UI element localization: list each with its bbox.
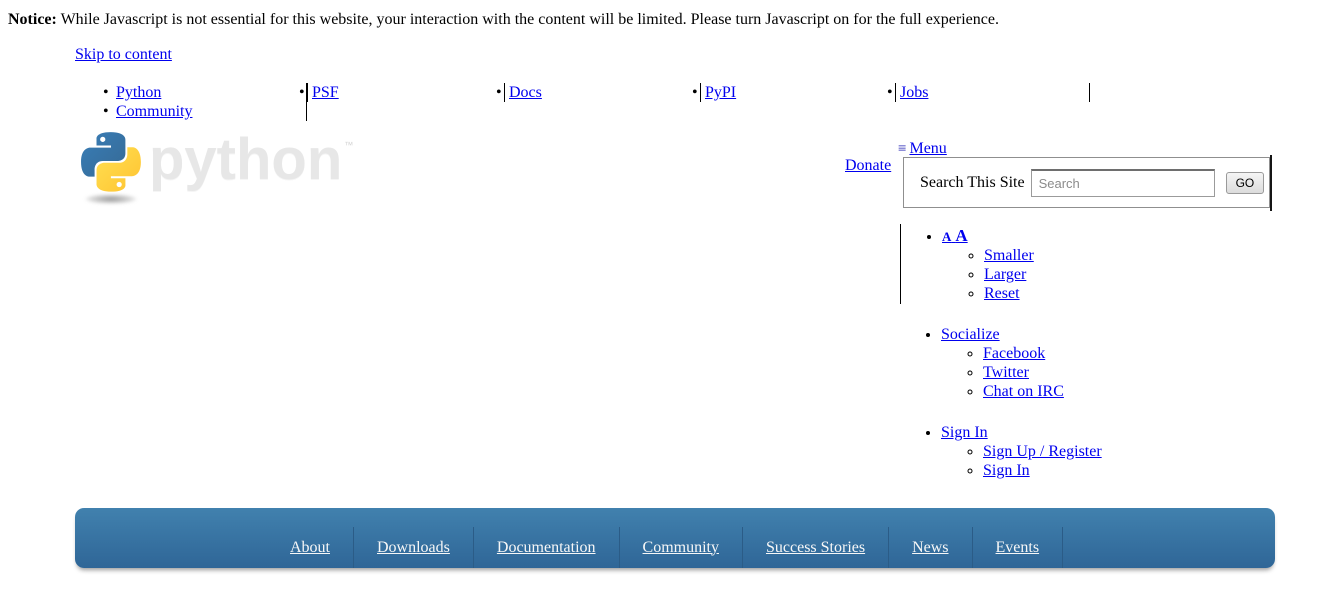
success-stories-link[interactable]: Success Stories bbox=[765, 538, 866, 556]
font-reset-link[interactable]: Reset bbox=[984, 285, 1020, 302]
top-nav-item bbox=[509, 83, 700, 102]
sign-in-link[interactable]: Sign In bbox=[941, 424, 988, 441]
python-wordmark: python bbox=[149, 127, 343, 192]
python-link[interactable]: Python bbox=[116, 84, 162, 101]
nav-item-news bbox=[889, 527, 972, 568]
about-link[interactable]: About bbox=[290, 538, 330, 556]
nav-item-about bbox=[267, 527, 354, 568]
search-box bbox=[903, 157, 1270, 208]
jobs-link[interactable]: Jobs bbox=[900, 84, 929, 101]
font-size-adjust-link[interactable] bbox=[942, 228, 968, 245]
psf-link[interactable]: PSF bbox=[312, 84, 339, 101]
font-size-sublist bbox=[942, 246, 1275, 303]
list-item bbox=[983, 344, 1275, 363]
community-link[interactable]: Community bbox=[116, 103, 193, 120]
nav-item-documentation bbox=[474, 527, 620, 568]
nav-item-downloads bbox=[354, 527, 474, 568]
socialize-link[interactable]: Socialize bbox=[941, 326, 1000, 343]
utility-nav bbox=[900, 224, 1275, 500]
downloads-link[interactable]: Downloads bbox=[377, 538, 450, 556]
font-size-small-letter: A bbox=[942, 229, 952, 244]
trademark-symbol: ™ bbox=[344, 140, 354, 150]
top-nav-column-jobs bbox=[895, 83, 1090, 102]
search-area bbox=[903, 155, 1272, 211]
top-nav-item bbox=[312, 83, 504, 102]
list-item bbox=[983, 363, 1275, 382]
top-nav-item bbox=[116, 83, 306, 102]
python-two-snakes-icon bbox=[81, 131, 141, 193]
font-size-large-letter: A bbox=[955, 226, 968, 245]
list-item bbox=[984, 284, 1275, 303]
news-link[interactable]: News bbox=[912, 538, 949, 556]
community-nav-link[interactable]: Community bbox=[642, 538, 719, 556]
list-item bbox=[984, 246, 1275, 265]
socialize-item bbox=[941, 325, 1275, 401]
notice-label: Notice: bbox=[8, 11, 57, 28]
font-size-section bbox=[900, 224, 1275, 304]
main-nav-list bbox=[75, 508, 1275, 568]
notice-text: While Javascript is not essential for this website, your interaction with the content will be limited. Please turn Javascript on for the full experience. bbox=[60, 11, 999, 28]
python-logo-link[interactable] bbox=[79, 127, 353, 207]
facebook-link[interactable]: Facebook bbox=[983, 345, 1046, 362]
top-nav-column-psf bbox=[307, 83, 504, 102]
documentation-link[interactable]: Documentation bbox=[496, 538, 596, 556]
top-nav-column-python bbox=[75, 83, 307, 121]
list-item bbox=[983, 461, 1275, 480]
list-item bbox=[983, 442, 1275, 461]
hamburger-menu-icon: ≡ bbox=[898, 141, 907, 157]
signin-item bbox=[941, 423, 1275, 480]
nav-item-success-stories bbox=[743, 527, 889, 568]
top-nav-item bbox=[116, 102, 306, 121]
chat-on-irc-link[interactable]: Chat on IRC bbox=[983, 383, 1064, 400]
socialize-sublist bbox=[941, 344, 1275, 401]
donate-link[interactable]: Donate bbox=[845, 157, 892, 174]
top-nav-column-docs bbox=[504, 83, 700, 102]
font-smaller-link[interactable]: Smaller bbox=[984, 247, 1034, 264]
signin-sublist bbox=[941, 442, 1275, 480]
search-label: Search This Site bbox=[920, 173, 1025, 191]
signin-section bbox=[900, 421, 1275, 481]
main-nav-bar bbox=[75, 508, 1275, 568]
logo-shadow bbox=[85, 194, 137, 204]
page-container bbox=[75, 0, 1275, 592]
menu-label: Menu bbox=[909, 140, 947, 157]
pypi-link[interactable]: PyPI bbox=[705, 84, 737, 101]
sign-up-register-link[interactable]: Sign Up / Register bbox=[983, 443, 1102, 460]
list-item bbox=[984, 265, 1275, 284]
top-nav-item bbox=[900, 83, 1089, 102]
top-nav-item bbox=[705, 83, 895, 102]
font-larger-link[interactable]: Larger bbox=[984, 266, 1027, 283]
skip-to-content-link[interactable]: Skip to content bbox=[75, 46, 172, 63]
nav-item-events bbox=[973, 527, 1064, 568]
twitter-link[interactable]: Twitter bbox=[983, 364, 1029, 381]
socialize-section bbox=[900, 323, 1275, 402]
font-size-item bbox=[942, 226, 1275, 303]
top-meta-nav bbox=[75, 83, 1090, 121]
python-logo-icon bbox=[79, 127, 143, 207]
nav-item-community bbox=[620, 527, 743, 568]
docs-link[interactable]: Docs bbox=[509, 84, 542, 101]
top-nav-column-pypi bbox=[700, 83, 895, 102]
list-item bbox=[983, 382, 1275, 401]
search-input[interactable] bbox=[1031, 169, 1215, 197]
search-go-button[interactable]: GO bbox=[1226, 172, 1265, 194]
sign-in-sub-link[interactable]: Sign In bbox=[983, 462, 1030, 479]
events-link[interactable]: Events bbox=[995, 538, 1040, 556]
